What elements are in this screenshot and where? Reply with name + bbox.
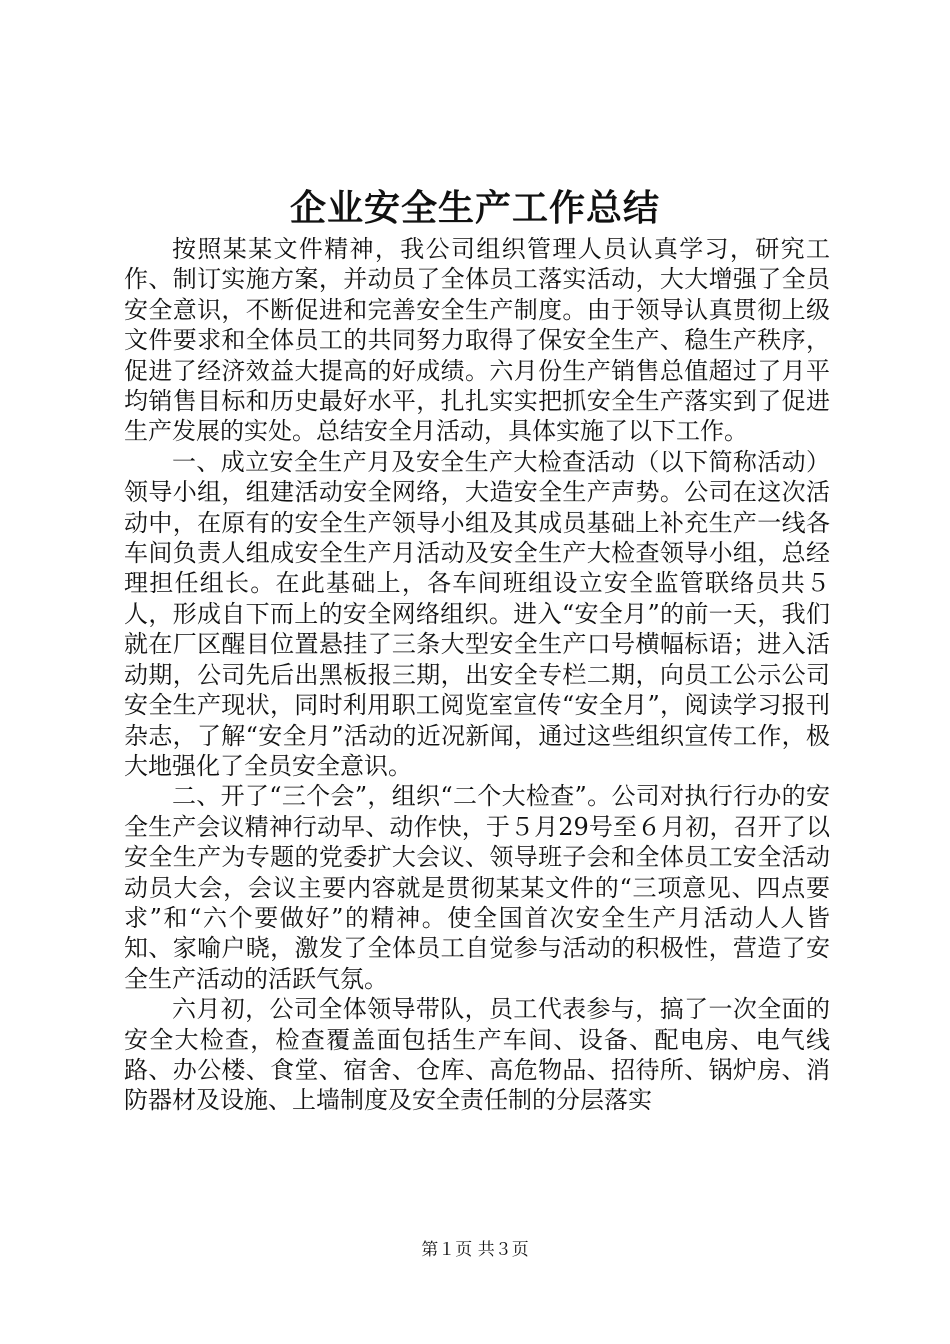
paragraph-section-one: 一、成立安全生产月及安全生产大检查活动（以下简称活动）领导小组，组建活动安全网络，大造安全生产声势。公司在这次活动中，在原有的安全生产领导小组及其成员基础上补充生产一线各车间负责人组成安全生产月活动及安全生产大检查领导小组，总经理担任组长。在此基础上，各车间班组设立安全监管联络员共５人，形成自下而上的安全网络组织。进入“安全月”的前一天，我们就在厂区醒目位置悬挂了三条大型安全生产口号横幅标语；进入活动期，公司先后出黑板报三期，出安全专栏二期，向员工公示公司安全生产现状，同时利用职工阅览室宣传“安全月”，阅读学习报刊杂志，了解“安全月”活动的近况新闻，通过这些组织宣传工作，极大地强化了全员安全意识。 bbox=[124, 447, 830, 780]
paragraph-intro: 按照某某文件精神，我公司组织管理人员认真学习，研究工作、制订实施方案，并动员了全体员工落实活动，大大增强了全员安全意识，不断促进和完善安全生产制度。由于领导认真贯彻上级文件要求和全体员工的共同努力取得了保安全生产、稳生产秩序，促进了经济效益大提高的好成绩。六月份生产销售总值超过了月平均销售目标和历史最好水平，扎扎实实把抓安全生产落实到了促进生产发展的实处。总结安全月活动，具体实施了以下工作。 bbox=[124, 235, 830, 446]
document-title: 企业安全生产工作总结 bbox=[289, 187, 660, 229]
document-body bbox=[124, 234, 830, 1116]
page-footer: 第１页 共３页 bbox=[421, 1240, 529, 1260]
paragraph-inspection: 六月初，公司全体领导带队，员工代表参与，搞了一次全面的安全大检查，检查覆盖面包括生产车间、设备、配电房、电气线路、办公楼、食堂、宿舍、仓库、高危物品、招待所、锅炉房、消防器材及设施、上墙制度及安全责任制的分层落实 bbox=[124, 995, 830, 1115]
paragraph-section-two: 二、开了“三个会”，组织“二个大检查”。公司对执行行办的安全生产会议精神行动早、动作快，于５月29号至６月初，召开了以安全生产为专题的党委扩大会议、领导班子会和全体员工安全活动动员大会，会议主要内容就是贯彻某某文件的“三项意见、四点要求”和“六个要做好”的精神。使全国首次安全生产月活动人人皆知、家喻户晓，激发了全体员工自觉参与活动的积极性，营造了安全生产活动的活跃气氛。 bbox=[124, 782, 830, 993]
